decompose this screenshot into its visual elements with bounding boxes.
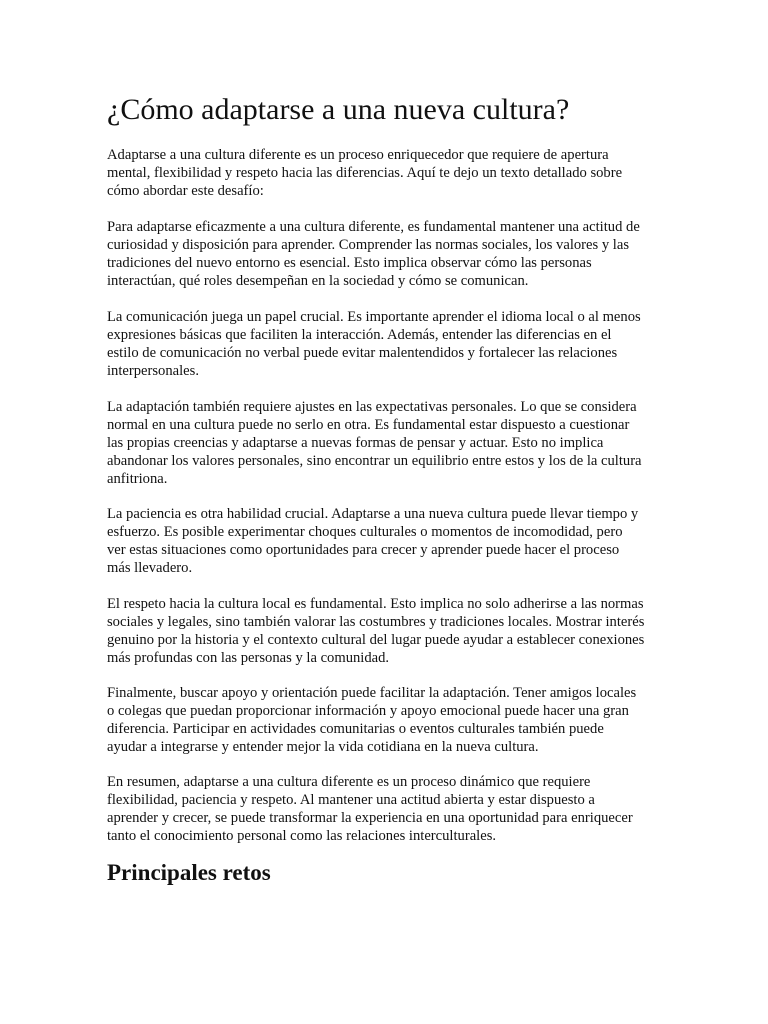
paragraph-communication: [107, 308, 641, 380]
text-line: mental, flexibilidad y respeto hacia las diferencias. Aquí te dejo un texto detallado sobre: [107, 165, 623, 181]
text-line: La comunicación juega un papel crucial. Es importante aprender el idioma local o al menos: [107, 309, 641, 325]
text-line: genuino por la historia y el contexto cultural del lugar puede ayudar a establecer conexiones: [107, 632, 645, 648]
text-line: interactúan, qué roles desempeñan en la sociedad y cómo se comunican.: [107, 273, 529, 289]
text-line: ver estas situaciones como oportunidades para crecer y aprender puede hacer el proceso: [107, 542, 620, 558]
text-line: tanto el conocimiento personal como las relaciones interculturales.: [107, 828, 497, 844]
text-line: anfitriona.: [107, 471, 168, 487]
paragraph-intro: [107, 146, 622, 200]
text-line: Finalmente, buscar apoyo y orientación puede facilitar la adaptación. Tener amigos locales: [107, 685, 637, 701]
text-line: más llevadero.: [107, 560, 193, 576]
text-line: sociales y legales, sino también valorar las costumbres y tradiciones locales. Mostrar interés: [107, 614, 645, 630]
text-line: normal en una cultura puede no serlo en otra. Es fundamental estar dispuesto a cuestionar: [107, 417, 630, 433]
text-line: Adaptarse a una cultura diferente es un proceso enriquecedor que requiere de apertura: [107, 147, 609, 163]
paragraph-patience: [107, 505, 638, 577]
text-line: interpersonales.: [107, 363, 199, 379]
text-line: curiosidad y disposición para aprender. Comprender las normas sociales, los valores y las: [107, 237, 629, 253]
text-line: esfuerzo. Es posible experimentar choques culturales o momentos de incomodidad, pero: [107, 524, 623, 540]
paragraph-support: [107, 684, 636, 756]
text-line: o colegas que puedan proporcionar información y apoyo emocional puede hacer una gran: [107, 703, 629, 719]
text-line: abandonar los valores personales, sino encontrar un equilibrio entre estos y los de la cultura: [107, 453, 642, 469]
document-title: ¿Cómo adaptarse a una nueva cultura?: [107, 93, 570, 126]
text-line: flexibilidad, paciencia y respeto. Al mantener una actitud abierta y estar dispuesto a: [107, 792, 595, 808]
paragraph-respect: [107, 595, 644, 667]
text-line: Para adaptarse eficazmente a una cultura diferente, es fundamental mantener una actitud de: [107, 219, 640, 235]
text-line: La paciencia es otra habilidad crucial. Adaptarse a una nueva cultura puede llevar tiempo y: [107, 506, 639, 522]
paragraph-curiosity: [107, 218, 640, 290]
text-line: aprender y crecer, se puede transformar la experiencia en una oportunidad para enriquecer: [107, 810, 633, 826]
text-line: cómo abordar este desafío:: [107, 183, 264, 199]
text-line: expresiones básicas que faciliten la interacción. Además, entender las diferencias en el: [107, 327, 612, 343]
text-line: ayudar a integrarse y entender mejor la vida cotidiana en la nueva cultura.: [107, 739, 539, 755]
text-line: En resumen, adaptarse a una cultura diferente es un proceso dinámico que requiere: [107, 774, 591, 790]
text-line: estilo de comunicación no verbal puede evitar malentendidos y fortalecer las relaciones: [107, 345, 618, 361]
paragraph-summary: [107, 773, 633, 845]
text-line: tradiciones del nuevo entorno es esencial. Esto implica observar cómo las personas: [107, 255, 592, 271]
paragraph-expectations: [107, 398, 642, 488]
text-line: La adaptación también requiere ajustes en las expectativas personales. Lo que se considera: [107, 399, 637, 415]
section-heading: Principales retos: [107, 860, 271, 885]
text-line: diferencia. Participar en actividades comunitarias o eventos culturales también puede: [107, 721, 604, 737]
text-line: las propias creencias y adaptarse a nuevas formas de pensar y actuar. Esto no implica: [107, 435, 604, 451]
text-line: El respeto hacia la cultura local es fundamental. Esto implica no solo adherirse a las normas: [107, 596, 644, 612]
text-line: más profundas con las personas y la comunidad.: [107, 650, 390, 666]
